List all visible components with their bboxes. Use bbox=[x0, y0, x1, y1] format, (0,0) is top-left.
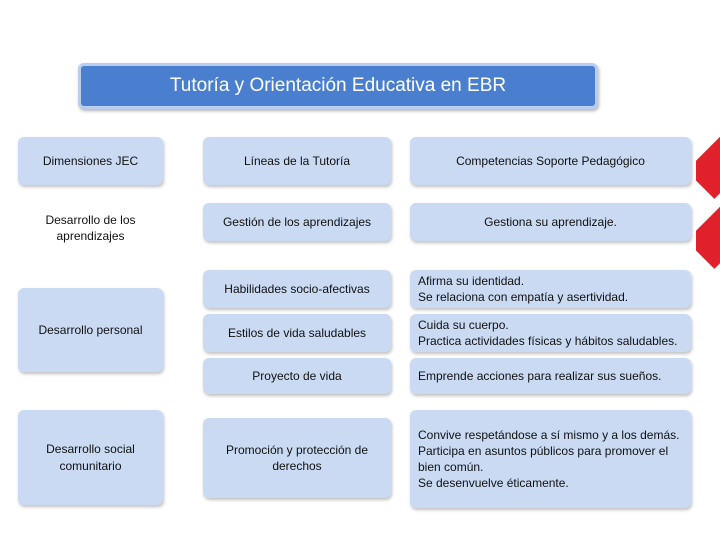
competencia-cuida bbox=[410, 314, 691, 352]
linea-estilos bbox=[203, 314, 391, 352]
dimension-aprendizajes bbox=[18, 200, 163, 256]
dimension-social-text: Desarrollo social comunitario bbox=[46, 442, 135, 473]
diagram-title bbox=[78, 63, 598, 109]
dimension-social bbox=[18, 410, 163, 505]
competencia-emprende-text: Emprende acciones para realizar sus sueños. bbox=[418, 368, 662, 383]
header-competencias bbox=[410, 137, 691, 185]
linea-proyecto bbox=[203, 358, 391, 394]
competencia-cuida-line-1: Cuida su cuerpo. bbox=[418, 317, 509, 332]
competencia-afirma bbox=[410, 270, 691, 308]
competencia-gestiona bbox=[410, 203, 691, 241]
competencia-afirma-line-2: Se relaciona con empatía y asertividad. bbox=[418, 290, 629, 304]
competencia-afirma-line-1: Afirma su identidad. bbox=[418, 273, 525, 288]
dimension-aprendizajes-text: Desarrollo de los aprendizajes bbox=[45, 212, 136, 243]
linea-gestion bbox=[203, 203, 391, 241]
competencia-cuida-line-2: Practica actividades físicas y hábitos saludables. bbox=[418, 334, 678, 348]
linea-proyecto-text: Proyecto de vida bbox=[252, 368, 342, 383]
corner-accent-decoration bbox=[696, 0, 720, 540]
competencia-emprende bbox=[410, 358, 691, 394]
diagram-title-text: Tutoría y Orientación Educativa en EBR bbox=[169, 75, 507, 96]
competencia-gestiona-text: Gestiona su aprendizaje. bbox=[484, 214, 617, 229]
competencia-convive-line-3: Se desenvuelve éticamente. bbox=[418, 476, 569, 491]
linea-habilidades bbox=[203, 270, 391, 308]
competencia-convive-line-1: Convive respetándose a sí mismo y a los demás. bbox=[418, 427, 680, 442]
linea-promocion bbox=[203, 418, 391, 498]
header-lineas bbox=[203, 137, 391, 185]
linea-estilos-text: Estilos de vida saludables bbox=[227, 325, 367, 340]
linea-promocion-text: Promoción y protección de derechos bbox=[225, 442, 369, 473]
header-competencias-text: Competencias Soporte Pedagógico bbox=[456, 153, 645, 168]
dimension-personal-text: Desarrollo personal bbox=[38, 322, 143, 337]
header-dimensiones bbox=[18, 137, 163, 185]
competencia-convive bbox=[410, 410, 691, 508]
linea-gestion-text: Gestión de los aprendizajes bbox=[222, 214, 372, 229]
competencia-convive-line-2: Participa en asuntos públicos para promover el bien común. bbox=[418, 443, 669, 474]
dimension-personal bbox=[18, 288, 163, 372]
header-dimensiones-text: Dimensiones JEC bbox=[42, 153, 139, 168]
linea-habilidades-text: Habilidades socio-afectivas bbox=[224, 281, 370, 296]
header-lineas-text: Líneas de la Tutoría bbox=[243, 153, 351, 168]
